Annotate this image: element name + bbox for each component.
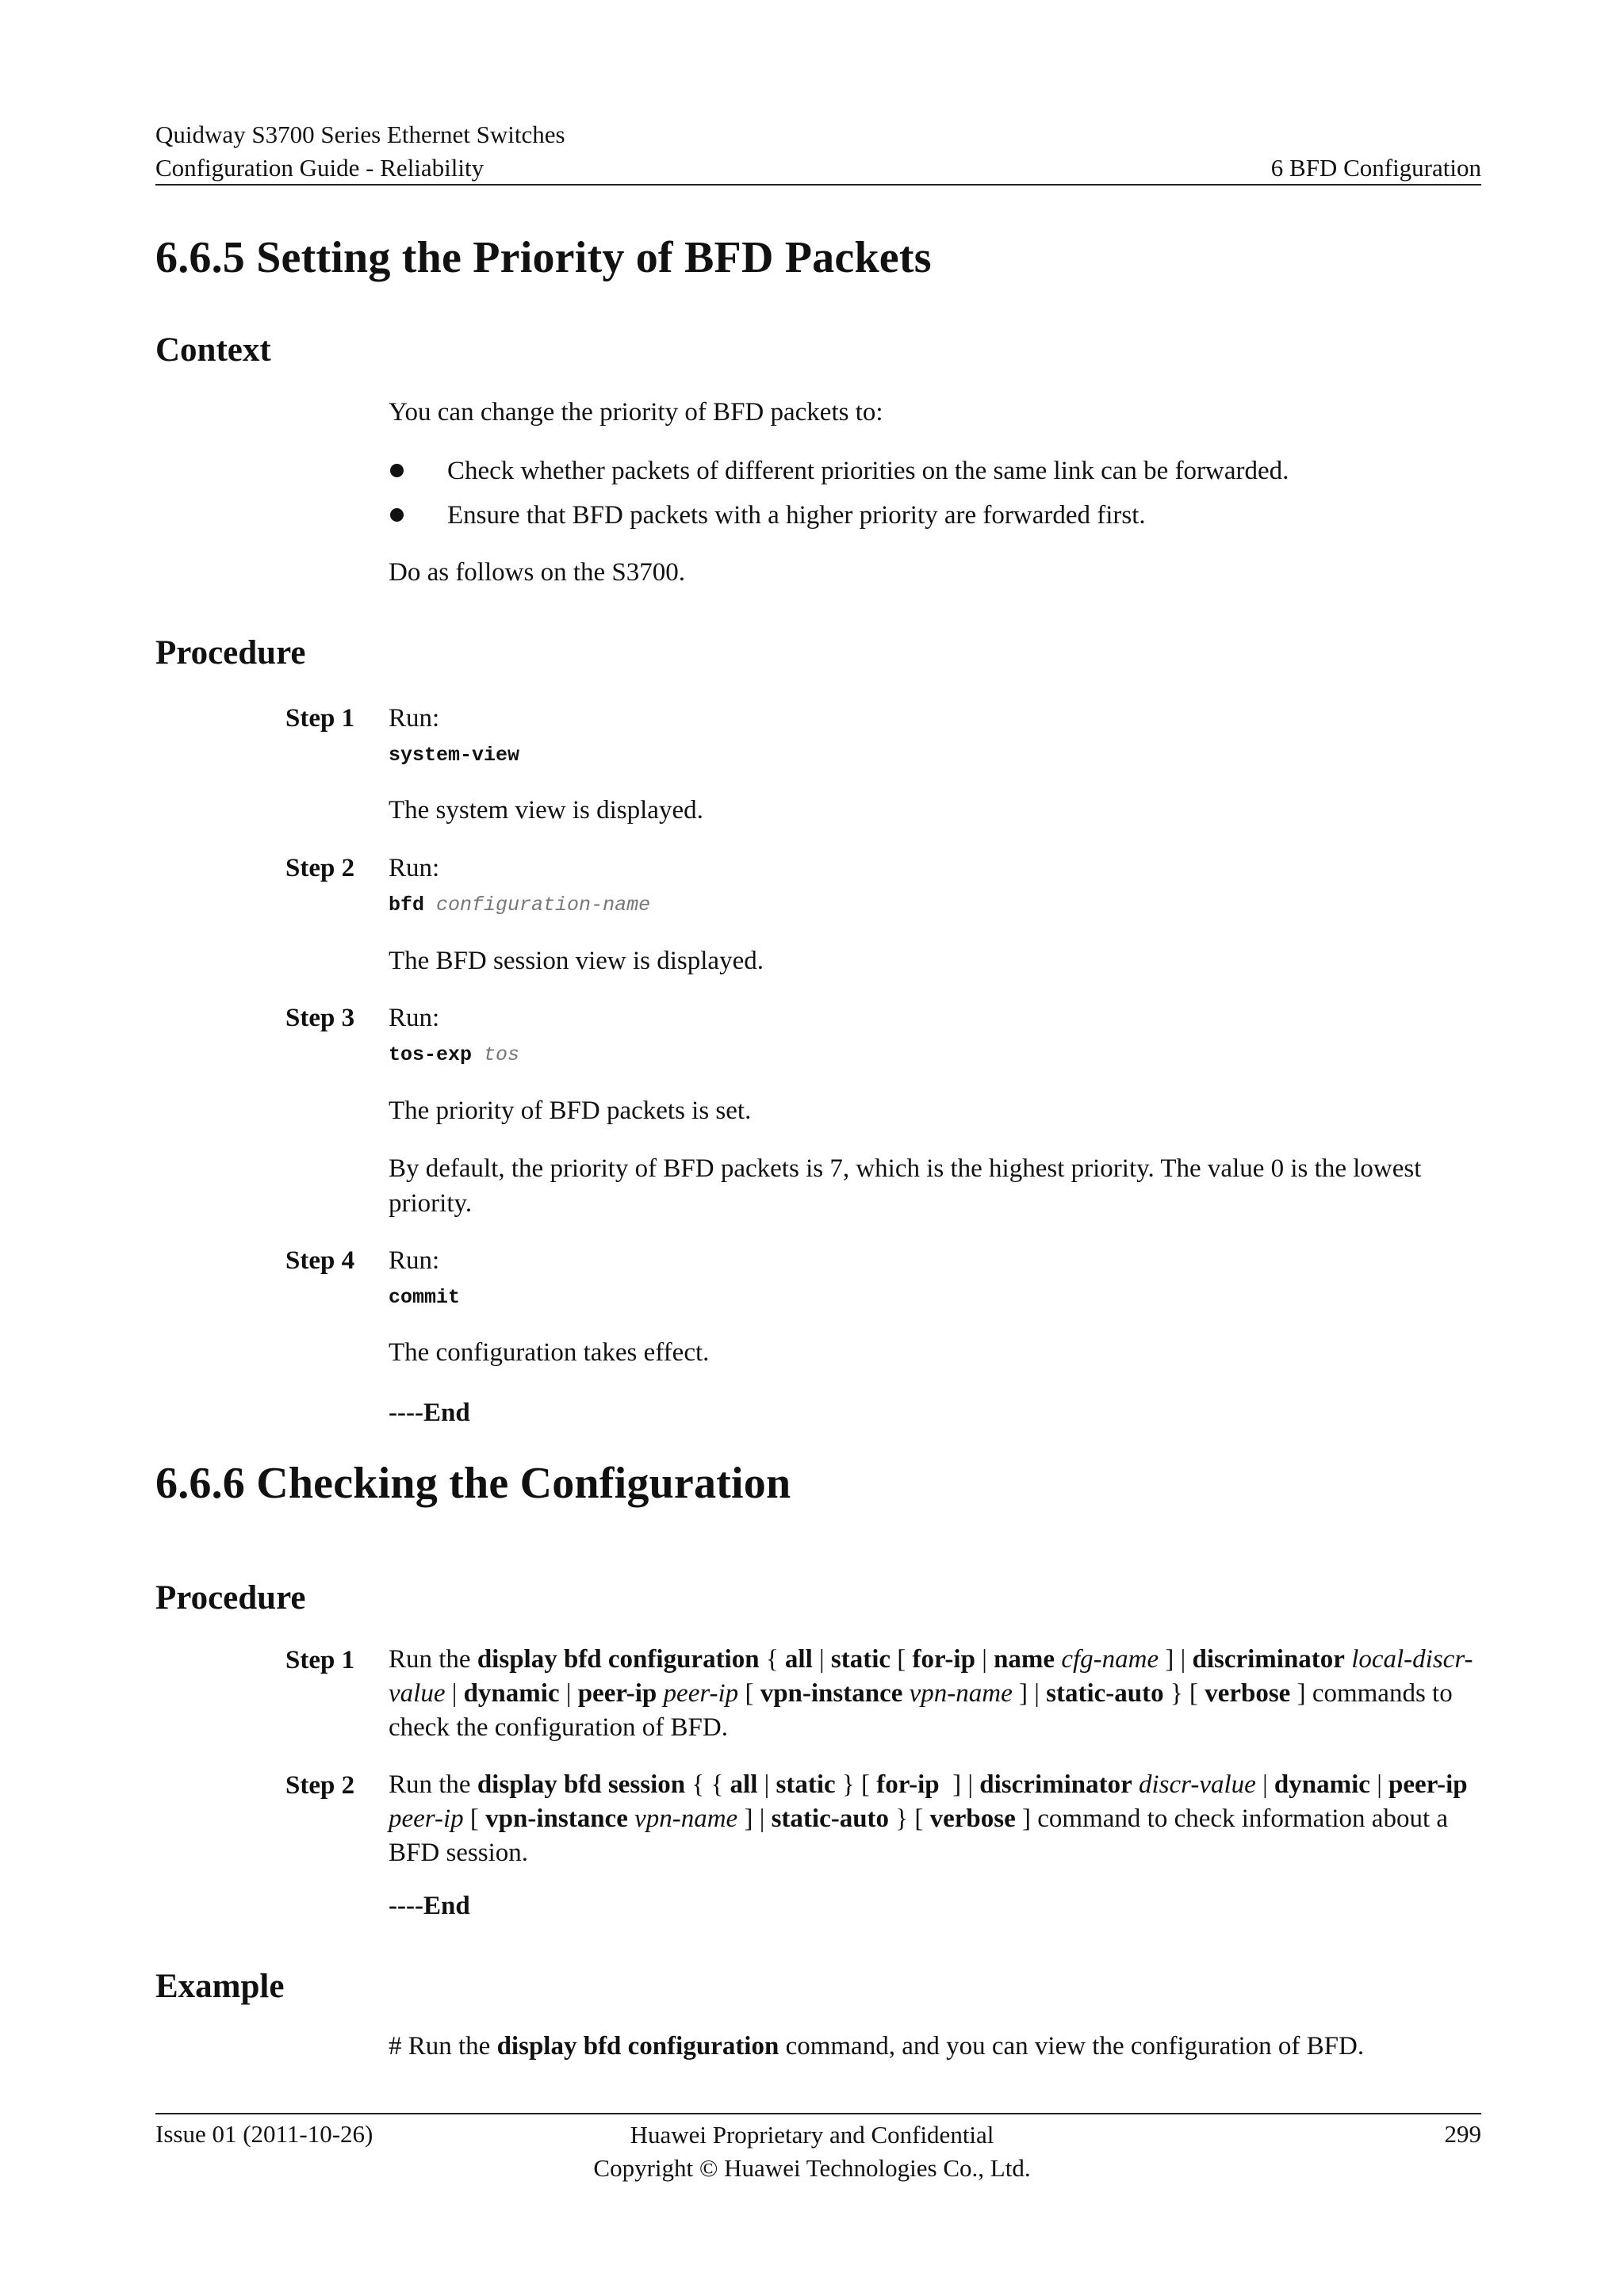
command-argument: configuration-name — [436, 894, 651, 916]
step-run-text: Run: — [389, 704, 440, 733]
section-title-6-6-5: 6.6.5 Setting the Priority of BFD Packets — [155, 233, 932, 282]
end-marker: ----End — [389, 1399, 470, 1427]
command-keyword: tos-exp — [389, 1043, 473, 1066]
header-chapter: 6 BFD Configuration — [1270, 154, 1481, 182]
step-run-text: Run: — [389, 1246, 440, 1275]
context-intro: You can change the priority of BFD packets to: — [389, 398, 883, 427]
bullet-icon — [390, 464, 404, 477]
step-label: Step 1 — [285, 704, 355, 733]
footer-copyright: Copyright © Huawei Technologies Co., Ltd. — [593, 2154, 1031, 2182]
command-line — [389, 1042, 519, 1069]
footer-center — [0, 2118, 1624, 2185]
header-guide-title: Configuration Guide - Reliability — [155, 154, 485, 182]
procedure-heading: Procedure — [155, 1579, 306, 1617]
step-result: The priority of BFD packets is set. — [389, 1096, 752, 1125]
context-outro: Do as follows on the S3700. — [389, 558, 685, 587]
list-item-text: Check whether packets of different priorities on the same link can be forwarded. — [447, 457, 1289, 485]
page-number: 299 — [1444, 2120, 1481, 2148]
step-label: Step 4 — [285, 1246, 355, 1275]
step-run-text: Run: — [389, 1004, 440, 1032]
step-description: Run the display bfd session { { all | static } [ for-ip ] | discriminator discr-value | dynamic | peer-ip peer-ip [ vpn-instance vpn-name ] | static-auto } [ verbose ] command to check information about a BFD session. — [389, 1770, 1468, 1867]
command-argument: tos — [484, 1043, 520, 1066]
step-result: The system view is displayed. — [389, 796, 703, 825]
context-heading: Context — [155, 331, 271, 369]
command-keyword: commit — [389, 1286, 461, 1309]
procedure-heading: Procedure — [155, 634, 306, 672]
command-keyword: system-view — [389, 744, 520, 767]
command-line — [389, 1284, 460, 1311]
step-label: Step 3 — [285, 1004, 355, 1032]
footer-confidential: Huawei Proprietary and Confidential — [630, 2121, 994, 2149]
section-title-6-6-6: 6.6.6 Checking the Configuration — [155, 1459, 791, 1508]
example-text: # Run the display bfd configuration command, and you can view the configuration of BFD. — [389, 2032, 1365, 2061]
command-line — [389, 892, 650, 919]
footer-divider — [155, 2113, 1481, 2114]
header-product-title: Quidway S3700 Series Ethernet Switches — [155, 121, 565, 148]
step-result: The BFD session view is displayed. — [389, 947, 764, 975]
command-keyword: bfd — [389, 894, 425, 916]
step-label: Step 2 — [285, 1771, 355, 1800]
end-marker: ----End — [389, 1892, 470, 1920]
example-heading: Example — [155, 1968, 285, 2005]
bullet-icon — [390, 508, 404, 522]
step-label: Step 1 — [285, 1646, 355, 1674]
step-label: Step 2 — [285, 854, 355, 882]
footer-issue: Issue 01 (2011-10-26) — [155, 2120, 373, 2148]
step-run-text: Run: — [389, 854, 440, 882]
step-result: The configuration takes effect. — [389, 1338, 710, 1367]
list-item-text: Ensure that BFD packets with a higher priority are forwarded first. — [447, 501, 1146, 530]
command-line — [389, 742, 519, 769]
step-description: Run the display bfd configuration { all | static [ for-ip | name cfg-name ] | discriminator local-discr-value | dynamic | peer-ip peer-ip [ vpn-instance vpn-name ] | static-auto } [ verbose ] commands to check the configuration of BFD. — [389, 1645, 1473, 1742]
step-note: By default, the priority of BFD packets is 7, which is the highest priority. The value 0 is the lowest priority. — [389, 1154, 1422, 1218]
header-divider — [155, 184, 1481, 186]
